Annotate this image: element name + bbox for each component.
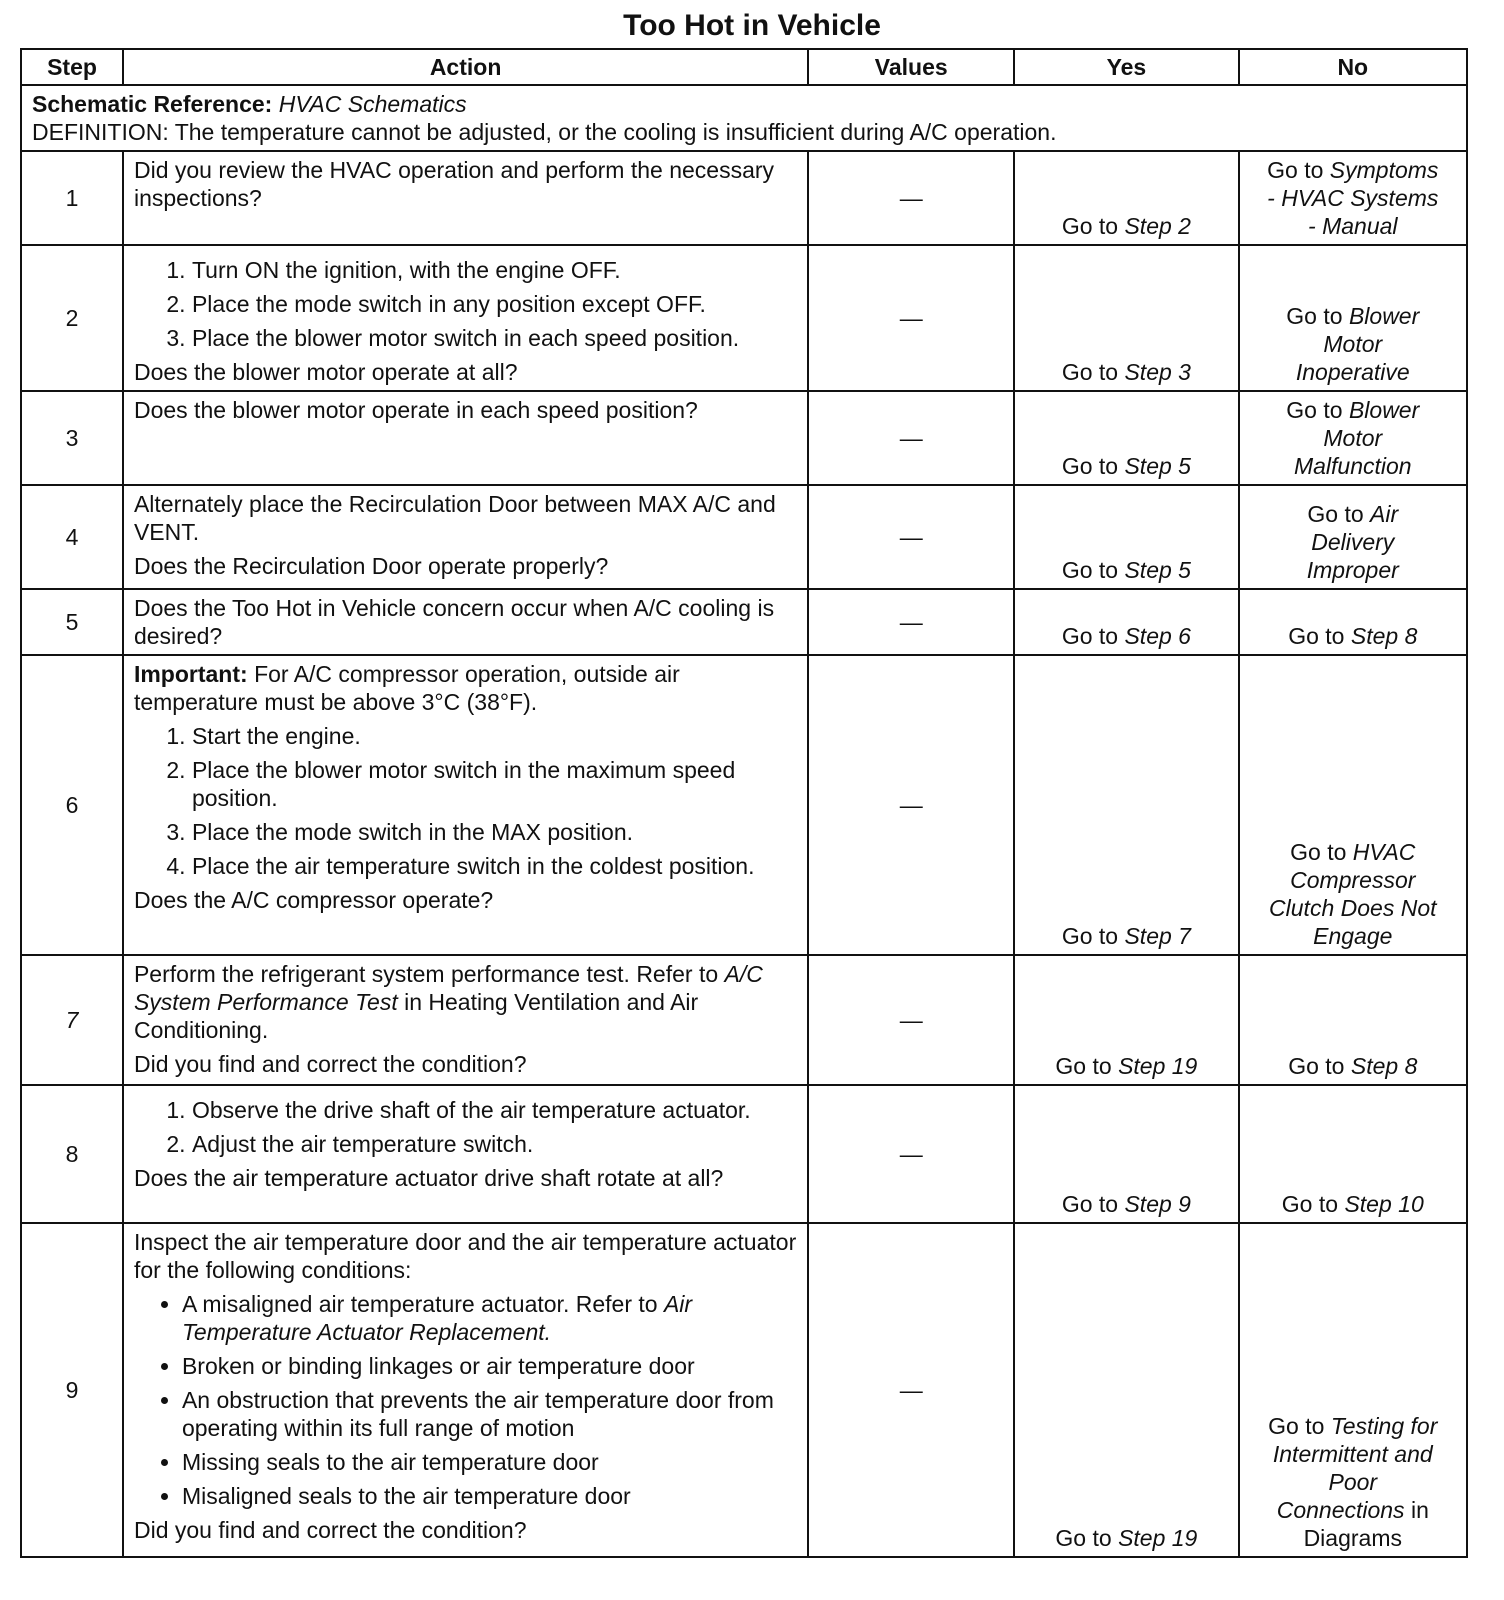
step-number: 3 [21,391,123,485]
condition-item: • A misaligned air temperature actuator. Refer to Air Temperature Actuator Replacement. [182,1290,797,1346]
yes-cell: Go to Step 5 [1014,485,1238,589]
substep-list [134,256,797,352]
yes-link[interactable]: Step 7 [1124,923,1191,949]
diagnostic-table [20,48,1468,1558]
yes-link[interactable]: Step 19 [1118,1053,1198,1079]
no-link[interactable]: Step 8 [1350,1053,1418,1079]
table-row [21,1085,1467,1223]
no-cell: Go to Step 8 [1239,955,1467,1085]
substep: 2. Place the blower motor switch in the maximum speed position. [192,756,797,812]
yes-cell: Go to Step 7 [1014,655,1238,955]
yes-link[interactable]: Step 5 [1124,557,1191,583]
action-cell: Inspect the air temperature door and the air temperature actuator for the following conditions: • A misaligned air temperature actuator. Refer to Air Temperature Actuator Replacement. • Broken or binding linkages or air temperature door • An obstruction that prevents the air temperature door from operating within its full range of motion • Missing seals to the air temperature door • Misaligned seals to the air temperature door Did you find and correct the condition? [123,1223,808,1557]
table-row [21,955,1467,1085]
condition-item: • Missing seals to the air temperature door [182,1448,797,1476]
table-row [21,655,1467,955]
header-yes: Yes [1014,49,1238,85]
yes-cell: Go to Step 19 [1014,1223,1238,1557]
value-cell: — [808,485,1014,589]
question: Did you find and correct the condition? [133,1517,527,1543]
step-number: 8 [21,1085,123,1223]
step-number: 9 [21,1223,123,1557]
value-cell: — [808,589,1014,655]
reference-cell [21,85,1467,151]
no-link[interactable]: Step 10 [1344,1191,1424,1217]
value-cell: — [808,151,1014,245]
no-cell: Go to Testing for Intermittent and Poor Connections in Diagrams [1239,1223,1467,1557]
header-step: Step [21,49,123,85]
condition-item: • Misaligned seals to the air temperature door [182,1482,797,1510]
schematic-reference-link[interactable]: HVAC Schematics [278,91,467,117]
substep: 3. Place the mode switch in the MAX position. [192,818,797,846]
yes-link[interactable]: Step 5 [1124,453,1191,479]
value-cell: — [808,1085,1014,1223]
action-cell: Does the Too Hot in Vehicle concern occur when A/C cooling is desired? [123,589,808,655]
substep: 4. Place the air temperature switch in the coldest position. [192,852,797,880]
definition: DEFINITION: The temperature cannot be adjusted, or the cooling is insufficient during A/C operation. [32,119,1057,145]
no-cell: Go to Blower Motor Inoperative [1239,245,1467,391]
step-number: 7 [21,955,123,1085]
no-cell: Go to Air Delivery Improper [1239,485,1467,589]
substep: 1. Start the engine. [192,722,797,750]
action-cell: Alternately place the Recirculation Door between MAX A/C and VENT. Does the Recirculation Door operate properly? [123,485,808,589]
table-row [21,1223,1467,1557]
question: Does the A/C compressor operate? [133,887,494,913]
yes-link[interactable]: Step 3 [1124,359,1191,385]
yes-cell: Go to Step 6 [1014,589,1238,655]
no-link[interactable]: Blower [1348,397,1420,423]
action-cell: Does the blower motor operate in each speed position? [123,391,808,485]
no-link[interactable]: Symptoms [1329,157,1439,183]
important-note: Important: For A/C compressor operation, outside air temperature must be above 3°C (38°F). [133,661,680,715]
action-cell: Perform the refrigerant system performance test. Refer to A/C System Performance Test in Heating Ventilation and Air Conditioning. Did you find and correct the condition? [123,955,808,1085]
substep: 2. Place the mode switch in any position except OFF. [192,290,797,318]
table-row [21,391,1467,485]
substep: 1. Turn ON the ignition, with the engine OFF. [192,256,797,284]
condition-item: • An obstruction that prevents the air temperature door from operating within its full range of motion [182,1386,797,1442]
schematic-reference: Schematic Reference: HVAC Schematics [32,91,467,117]
value-cell: — [808,391,1014,485]
substep: 1. Observe the drive shaft of the air temperature actuator. [192,1096,797,1124]
yes-cell: Go to Step 19 [1014,955,1238,1085]
no-cell: Go to Symptoms - HVAC Systems - Manual [1239,151,1467,245]
no-link[interactable]: Step 8 [1350,623,1418,649]
action-cell [123,245,808,391]
step-number: 4 [21,485,123,589]
step-number: 6 [21,655,123,955]
table-header-row [21,49,1467,85]
yes-cell: Go to Step 5 [1014,391,1238,485]
no-cell: Go to Step 8 [1239,589,1467,655]
value-cell: — [808,245,1014,391]
reference-row [21,85,1467,151]
yes-cell: Go to Step 2 [1014,151,1238,245]
table-row [21,589,1467,655]
no-link[interactable]: Blower [1348,303,1420,329]
yes-link[interactable]: Step 6 [1124,623,1191,649]
yes-cell: Go to Step 3 [1014,245,1238,391]
page-title: Too Hot in Vehicle [623,9,881,42]
no-cell: Go to Step 10 [1239,1085,1467,1223]
condition-item: • Broken or binding linkages or air temperature door [182,1352,797,1380]
value-cell: — [808,655,1014,955]
reference-link[interactable]: A/C System Performance Test [133,961,763,1015]
question: Does the air temperature actuator drive shaft rotate at all? [133,1165,724,1191]
no-link[interactable]: Testing for [1330,1413,1438,1439]
yes-link[interactable]: Step 9 [1124,1191,1191,1217]
condition-list [134,1290,797,1510]
value-cell: — [808,1223,1014,1557]
action-cell [123,1085,808,1223]
yes-link[interactable]: Step 2 [1124,213,1191,239]
header-values: Values [808,49,1014,85]
table-row [21,485,1467,589]
substep-list [134,722,797,880]
question: Does the blower motor operate at all? [133,359,518,385]
yes-link[interactable]: Step 19 [1118,1525,1198,1551]
no-link[interactable]: Air [1370,501,1399,527]
no-link[interactable]: HVAC [1352,839,1416,865]
value-cell: — [808,955,1014,1085]
question: Did you find and correct the condition? [133,1051,527,1077]
action-cell [123,655,808,955]
action-cell: Did you review the HVAC operation and perform the necessary inspections? [123,151,808,245]
table-row [21,151,1467,245]
no-cell: Go to Blower Motor Malfunction [1239,391,1467,485]
yes-cell: Go to Step 9 [1014,1085,1238,1223]
step-number: 5 [21,589,123,655]
question: Does the Recirculation Door operate properly? [133,553,609,579]
reference-link[interactable]: Air Temperature Actuator Replacement. [181,1291,693,1345]
substep: 2. Adjust the air temperature switch. [192,1130,797,1158]
step-number: 2 [21,245,123,391]
header-action: Action [123,49,808,85]
header-no: No [1239,49,1467,85]
substep-list [134,1096,797,1158]
step-number: 1 [21,151,123,245]
substep: 3. Place the blower motor switch in each speed position. [192,324,797,352]
no-cell: Go to HVAC Compressor Clutch Does Not Engage [1239,655,1467,955]
table-row [21,245,1467,391]
